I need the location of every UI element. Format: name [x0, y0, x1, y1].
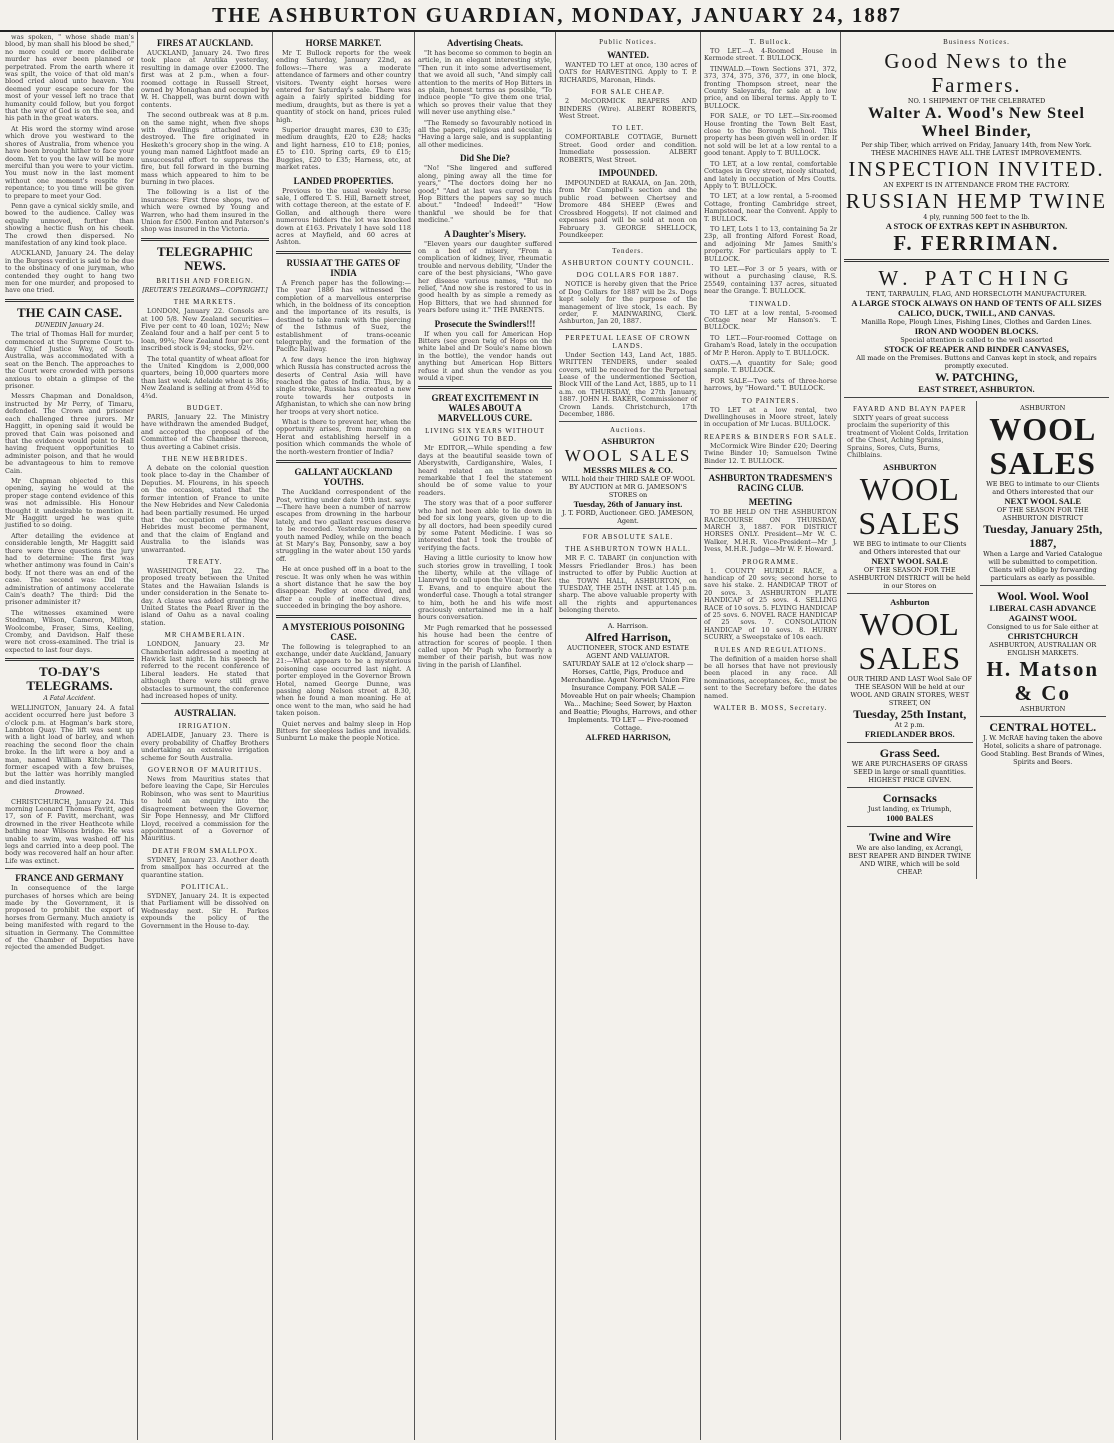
- town-hall-heading: THE ASHBURTON TOWN HALL.: [565, 545, 691, 554]
- patching-title: W. PATCHING: [878, 266, 1075, 290]
- wool-wool-wool: Wool. Wool. Wool: [996, 589, 1089, 603]
- auctions-heading: Auctions.: [609, 426, 647, 435]
- lower-right-split: [844, 401, 1109, 879]
- column-5: Public Notices. WANTED. WANTED TO LET at once, 130 acres of OATS for HARVESTING. Apply to T. P. RICHARDS, Maronan, Hinds. FOR SALE CHEAP. 2 McCORMICK REAPERS AND BINDERS (Wire). ALBERT ROBERTS, West Street. TO LET. COMFORTABLE COTTAGE, Burnett Street. Good order and condition. Immediate possession. ALBERT ROBERTS, West Street. IMPOUNDED. IMPOUNDED at RAKAIA, on Jan. 20th, from Mr Campbell's section and the public road between Chertsey and Dromore 484 SHEEP (Ewes and Crossbred Hoggets). If not claimed and expenses paid will be sold at noon on February 3. GEORGE SHELLOCK, Poundkeeper. Tenders. ASHBURTON COUNTY COUNCIL. DOG COLLARS FOR 1887. NOTICE is hereby given that the Price of Dog Collars for 1887 will be 2s. Dogs kept solely for the purpose of the management of live stock, 1s each. By order, F. MAINWARING, Clerk. Ashburton, Jan 20, 1887. PERPETUAL LEASE OF CROWN LANDS. Under Section 143, Land Act, 1885. WRITTEN TENDERS, under sealed covers, will be received for the Perpetual Lease of the undermentioned Section, Block VIII of the Land Act, 1885, up to 11 a.m. on THURSDAY, the 27th January, 1887. JOHN H. BAKER, Commissioner of Crown Lands. Christchurch, 17th December, 1886. Auctions. ASHBURTON WOOL SALES MESSRS MILES & CO. WILL hold their THIRD SALE OF WOOL BY AUCTION at MR G. JAMESON'S STORES on Tuesday, 26th of January inst. J. T. FORD, Auctioneer. GEO. JAMESON, Agent. FOR ABSOLUTE SALE. THE ASHBURTON TOWN HALL. MR F. C. TABART (in conjunction with Messrs Friedlander Bros.) has been instructed to offer by Public Auction at the TOWN HALL, ASHBURTON, on TUESDAY, THE 25TH INST. at 1.45 p.m. sharp. The above valuable property with all the rights and appurtenances belonging thereto. A. Harrison. Alfred Harrison, AUCTIONEER, STOCK AND ESTATE AGENT AND VALUATOR. SATURDAY SALE at 12 o'clock sharp — Horses, Cattle, Pigs, Produce and Merchandise. Agent Norwich Union Fire Insurance Company. FOR SALE — Moveable Hut on pair wheels; Champion Wa... Machine; Seed Sower, by Haxton and Beattie; Ploughs, Harrows, and other Implements. TO LET — Five-roomed Cottage. ALFRED HARRISON,: [556, 32, 701, 1440]
- ashburton-label-1: ASHBURTON: [883, 462, 937, 473]
- budget-heading: BUDGET.: [186, 404, 224, 413]
- friedlander-1: FRIEDLANDER BROS.: [864, 729, 955, 740]
- harrison-line: AUCTIONEER, STOCK AND ESTATE AGENT AND VALUATOR.: [567, 643, 689, 660]
- column-4: Advertising Cheats. "It has become so common to begin an article, in an elegant interesting style, "Then run it into some advertisement, that we avoid all such, "And simply call attention to the merits of Hop Bitters in as plain, honest terms as possible, "To induce people "To give them one trial, which so proves their value that they will never use anything else." "The Remedy so favourably noticed in all the papers, religious and secular, is "Having a large sale, and is supplanting all other medicines. Did She Die? "No! "She lingered and suffered along, pining away all the time for years," "The doctors doing her no good;" "And at last was cured by this Hop Bitters the papers say so much about." "Indeed! Indeed!" "How thankful we should be for that medicine." A Daughter's Misery. "Eleven years our daughter suffered on a bed of misery, "From a complication of kidney, liver, rheumatic trouble and nervous debility, "Under the care of the best physicians, "Who gave her disease various names, "But no relief, "And now she is restored to us in good health by as simple a remedy as Hop Bitters, that we had shunned for years before using it." THE PARENTS. Prosecute the Swindlers!!! If when you call for American Hop Bitters (see green twig of Hops on the white label and Dr Soule's name blown in the bottle), the vendor hands out anything but American Hop Bitters refuse it and shun the vendor as you would a viper. GREAT EXCITEMENT IN WALES ABOUT A MARVELLOUS CURE. LIVING SIX YEARS WITHOUT GOING TO BED. Mr EDITOR,—While spending a few days at the beautiful seaside town of Aberystwith, Cardiganshire, Wales, I heard related an instance so remarkable that I feel the statement should be of some value to your readers. The story was that of a poor sufferer who had not been able to lie down in bed for six long years, given up to die by all doctors, had been speedily cured by some Patent Medicine. I was so interested that I took the trouble of verifying the facts. Having a little curiosity to know how such stories grow in travelling, I took the liberty, while at the village of Llanrwyd to call upon the Vicar, the Rev. T. Evans, and to enquire about the wonderful case. Though a total stranger to him, both he and his wife most graciously entertained me in a half hours conversation. Mr Pugh remarked that he possessed his house had been the centre of attraction for scores of people. I then called upon Mr Pugh who formerly a member of their parish, but was now living in the parish of Llanfihel.: [415, 32, 556, 1440]
- column-1: was spoken, " whose shade man's blood, by man shall his blood be shed," no more could or more deliberate murder has ever been planned or perpetrated. From the earth where it was spilt, the voice of that old man's blood cried aloud unto heaven. You deemed your escape secure for the most of your vessel left no trace that humanity could follow, but you forgot that the way of God is on the sea, and his path in the great waters. At His word the stormy wind arose which drove you westward to the shores of Australia, from whence you have been brought hither to face your doom. Yet to you the law will be more merciful than you were to your victim. You must now in the last moment without one moment's respite for repentance; to you time will be given to prepare to meet your God. Penn gave a cynical sickly smile, and bowed to the audience. Calley was equally unmoved, further than showing a hectic flush on his cheek. The crowd then dispersed. No manifestation of any kind took place. AUCKLAND, January 24. The delay in the Burgess verdict is said to be due to the obstinacy of one juryman, who contended they ought to hang two men for one murder, and proposed to have one tried. THE CAIN CASE. DUNEDIN January 24. The trial of Thomas Hall for murder, commenced at the Supreme Court to-day Chief Justice Way, of South Australia, was accommodated with a seat on the Bench. The approaches to the Court were crowded with persons anxious to obtain a glimpse of the prisoner. Messrs Chapman and Donaldson, instructed by Mr Perry, of Timaru, defended. The Crown and prisoner each challenged three jurors. Mr Haggitt, in opening said it would be proved that Cain was poisoned and that the evidence would point to Hall having frequent opportunities to administer poison, and that he would be advantageous to him to remove Cain. Mr Chapman objected to this opening, saying he would at the proper stage contend evidence of this was not admissible. His Honour thought it undesirable to mention it. Mr Haggitt urged he was quite justified to so doing. After detailing the evidence at considerable length, Mr Haggitt said there were three questions the jury had to determine: The first was whether antimony was found in Cain's body. If not there was an end of the case. The second was: Did the administration of antimony accelerate Cain's death? The third: Did the prisoner administer it? The witnesses examined were Stedman, Wilson, Cameron, Milton, Woolcombe, Fraser, Sims, Keeling, Cromby, and Davidson. Half these were not cross-examined. The trial is expected to last four days. TO-DAY'S TELEGRAMS. A Fatal Accident. WELLINGTON, January 24. A fatal accident occurred here just before 3 o'clock p.m. at Hagman's bark store, Lambton Quay. The lift was sent up with a light load of barley, and when reaching the second floor the chain broke. In the lift were a boy and a man, named William Kitchen. The former escaped with a few bruises, but the latter was horribly mangled and died instantly. Drowned. CHRISTCHURCH, January 24. This morning Leonard Thomas Pavitt, aged 17, son of F. Pavitt, merchant, was drowned in the river Heathcote while bathing near Wilsons bridge. He was unable to swim, was washed off his legs and carried into a deep pool. The body was recovered half an hour after. Life was extinct. FRANCE AND GERMANY In consequence of the large purchases of horses which are being made by the Government, it is proposed to prohibit the export of horses from Germany. Much anxiety is being manifested with regard to the situation in Germany. The Committee of the Chamber of Deputies have rejected the amended Budget.: [2, 32, 138, 1440]
- liberal-advance: LIBERAL CASH ADVANCE: [989, 603, 1097, 613]
- reapers-heading: REAPERS & BINDERS FOR SALE.: [704, 432, 837, 441]
- wool-sales-town: ASHBURTON: [601, 436, 655, 447]
- political-heading: POLITICAL.: [181, 882, 229, 891]
- wool-sales-big-1: WOOL SALES: [858, 471, 962, 542]
- wool-sales-firm: MESSRS MILES & CO.: [583, 465, 673, 476]
- column-7: [841, 32, 1112, 1440]
- expert-line: AN EXPERT IS IN ATTENDANCE FROM THE FACTORY.: [883, 181, 1070, 189]
- russia-india-heading: RUSSIA AT THE GATES OF INDIA: [286, 257, 401, 278]
- harrison-name: Alfred Harrison,: [585, 629, 671, 644]
- meeting-heading: MEETING: [748, 497, 793, 508]
- cornsacks: Cornsacks: [882, 791, 937, 806]
- impounded-heading: IMPOUNDED.: [598, 168, 658, 179]
- racing-club-heading: ASHBURTON TRADESMEN'S RACING CLUB.: [708, 473, 833, 494]
- ply-line: 4 ply, running 500 feet to the lb.: [923, 213, 1030, 221]
- wool-sales-date: Tuesday, 26th of January inst.: [573, 499, 683, 510]
- wanted-heading: WANTED.: [607, 50, 649, 60]
- painters-heading: TO PAINTERS.: [741, 396, 800, 405]
- prosecute-heading: Prosecute the Swindlers!!!: [434, 318, 536, 329]
- patching-street: EAST STREET, ASHBURTON.: [918, 384, 1035, 394]
- ferriman-name: F. FERRIMAN.: [893, 231, 1060, 255]
- twine-wire: Twine and Wire: [868, 830, 951, 845]
- tenders-heading: Tenders.: [612, 247, 644, 256]
- column-6: T. Bullock. TO LET.—A 4-Roomed House in Kermode street. T. BULLOCK. TINWALD.—Town Sections 371, 372, 373, 374, 375, 376, 377, in one block, fronting Thompson street, near the County Saleyards, for sale at a low price, and on liberal terms. Apply to T. BULLOCK. FOR SALE, or TO LET.—Six-roomed House fronting the Town Belt East, close to the Borough School. This property has been given well in order. If not sold will be let at a low rental to a good tenant. Apply to T. BULLOCK. TO LET, at a low rental, comfortable Cottages in Grey street, nicely situated, and lately in occupation of Mrs Coutts. Apply to T. BULLOCK. TO LET, at a low rental, a 5-roomed Cottage, fronting Cambridge street, Hampstead, near the Convent. Apply to T. BULLOCK. TO LET, Lots 1 to 13, containing 5a 2r 23p, all fronting Alford Forest Road, and adjoining Mr James Smith's property. For particulars apply to T. BULLOCK. TO LET.—For 3 or 5 years, with or without a purchasing clause, R.S. 25549, containing 137 acres, situated near the Grange. T. BULLOCK. TINWALD. TO LET at a low rental, 5-roomed Cottage near Mr Hanson's. T. BULLOCK. TO LET.—Four-roomed Cottage on Graham's Road, lately in the occupation of Mr P. Heron. Apply to T. BULLOCK. OATS.—A quantity for Sale; good sample. T. BULLOCK. FOR SALE—Two sets of three-horse harrows, by "Howard." T. BULLOCK. TO PAINTERS. TO LET at a low rental, two Dwellinghouses in Moore street, lately in occupation of Mr Lucas. BULLOCK. REAPERS & BINDERS FOR SALE. McCormick Wire Binder £20; Deering Twine Binder 10; Samuelson Twine Binder 12. T. BULLOCK. ASHBURTON TRADESMEN'S RACING CLUB. MEETING TO BE HELD ON THE ASHBURTON RACECOURSE ON THURSDAY, MARCH 3, 1887. FOR DISTRICT HORSES ONLY. President—Mr W. C. Walker, M.H.R. Vice-President—Mr J. Ivess, M.H.R. Judge—Mr W. F. Howard. PROGRAMME. 1. COUNTY HURDLE RACE, a handicap of 20 sovs; second horse to save his stake. 2. HANDICAP TROT of 20 sovs. 3. ASHBURTON PLATE HANDICAP of 25 sovs. 4. SELLING RACE of 10 sovs. 5. FLYING HANDICAP of 25 sovs. 6. NOVEL RACE HANDICAP of 25 sovs. 7. CONSOLATION HANDICAP of 10 sovs. 8. HURRY SCURRY, a Sweepstake of 10s each. RULES AND REGULATIONS. The definition of a maiden horse shall be all horses that have not previously been placed in any race. All nominations, acceptances, &c., must be sent to the Secretary before the dates named. WALTER B. MOSS, Secretary.: [701, 32, 841, 1440]
- ashburton-label-2: Ashburton: [890, 597, 930, 608]
- stock-line: A LARGE STOCK ALWAYS ON HAND OF TENTS OF ALL SIZES CALICO, DUCK, TWILL, AND CANVAS.: [851, 298, 1102, 318]
- tinwald-heading: TINWALD.: [749, 299, 792, 308]
- patching-ad: W. PATCHING TENT, TARPAULIN, FLAG, AND HORSECLOTH MANUFACTURER. A LARGE STOCK ALWAYS ON HAND OF TENTS OF ALL SIZES CALICO, DUCK, TWILL, AND CANVAS. Manilla Rope, Plough Lines, Fishing Lines, Clothes and Garden Lines. IRON AND WOODEN BLOCKS. Special attention is called to the well assorted STOCK OF REAPER AND BINDER CANVASES, All made on the Premises. Buttons and Canvas kept in stock, and repairs promptly executed. W. PATCHING, EAST STREET, ASHBURTON.: [844, 266, 1109, 394]
- six-years-heading: LIVING SIX YEARS WITHOUT GOING TO BED.: [425, 427, 545, 444]
- fires-auckland-heading: FIRES AT AUCKLAND.: [157, 38, 253, 48]
- wales-heading: GREAT EXCITEMENT IN WALES ABOUT A MARVELLOUS CURE.: [431, 393, 539, 424]
- absolute-sale-heading: FOR ABSOLUTE SALE.: [582, 533, 674, 542]
- landed-properties-heading: LANDED PROPERTIES.: [293, 175, 394, 186]
- lower-left-half: FAYARD AND BLAYN PAPER SIXTY years of great success proclaim the superiority of this treatment of Violent Colds, Irritation of the Chest, Aching Sprains, Sprains, Sores, Cuts, Burns, Chilblains. ASHBURTON WOOL SALES WE BEG to intimate to our Clients and Others interested that our NEXT WOOL SALE OF THE SEASON FOR THE ASHBURTON DISTRICT will be held in our Stores on Ashburton WOOL SALES OUR THIRD AND LAST Wool Sale OF THE SEASON Will be held at our WOOL AND GRAIN STORES, WEST STREET, ON Tuesday, 25th Instant, At 2 p.m. FRIEDLANDER BROS. Grass Seed. WE ARE PURCHASERS OF GRASS SEED in large or small quantities. HIGHEST PRICE GIVEN. Cornsacks Just landing, ex Triumph, 1000 BALES Twine and Wire We are also landing, ex Acrangi, BEST REAPER AND BINDER TWINE AND WIRE, which will be sold CHEAP.: [844, 401, 977, 879]
- irrigation-heading: IRRIGATION.: [178, 722, 232, 731]
- christchurch: CHRISTCHURCH: [1007, 631, 1078, 641]
- treaty-heading: TREATY.: [187, 557, 223, 566]
- matson-name: H. Matson & Co: [986, 657, 1099, 705]
- for-sale-cheap-heading: FOR SALE CHEAP.: [591, 88, 665, 97]
- bales-line: 1000 BALES: [886, 813, 934, 824]
- reaper-stock-line: STOCK OF REAPER AND BINDER CANVASES,: [884, 344, 1069, 354]
- cain-dateline: DUNEDIN January 24.: [35, 321, 104, 329]
- grass-seed: Grass Seed.: [879, 746, 940, 761]
- good-news-heading: Good News to the Farmers.: [884, 49, 1069, 97]
- todays-telegrams-heading: TO-DAY'S TELEGRAMS.: [26, 664, 113, 694]
- hemp-twine-title: RUSSIAN HEMP TWINE: [845, 189, 1108, 213]
- daughters-misery-heading: A Daughter's Misery.: [444, 228, 526, 239]
- harrison-label: A. Harrison.: [607, 621, 649, 630]
- newspaper-title: THE ASHBURTON GUARDIAN, MONDAY, JANUARY 24, 1887: [212, 2, 902, 27]
- telegraphic-news-heading: TELEGRAPHIC NEWS.: [156, 243, 254, 273]
- column-3: HORSE MARKET. Mr T. Bullock reports for the week ending Saturday, January 22nd, as follows:—There was a moderate attendance of farmers and other country visitors. Twenty eight horses were entered for Saturday's sale. There was again a fairly spirited bidding for medium, draughts, but as there is yet a quantity of stock on hand, prices ruled high. Superior draught mares, £30 to £35; medium draughts, £20 to £28; hacks and light harness, £10 to £18; ponies, £5 to £10. Spring carts, £9 to £15; Buggies, £20 to £35; Harness, etc, at market rates. LANDED PROPERTIES. Previous to the usual weekly horse sale, I offered T. S. Hill, Barnett street, with cottage thereon, at the estate of F. Gollan, and although there were numerous bidders the lot was knocked down at £163. Privately I have sold 118 acres at Mayfield, and 60 acres at Ashton. RUSSIA AT THE GATES OF INDIA A French paper has the following:—The year 1886 has witnessed the completion of a marvellous enterprise which, in the boldness of its conception and the importance of its results, is destined to take rank with the piercing of the Isthmus of Suez, the establishment of trans-oceanic telegraphy, and the formation of the Pacific Railway. A few days hence the iron highway which Russia has constructed across the deserts of Central Asia will have reached the gates of India. Thus, by a single stroke, Russia has created a new route towards her outposts in Afghanistan, to which she can now bring her troops at very short notice. What is there to prevent her, when the opportunity arises, from marching on Herat and establishing herself in a position which commands the whole of the north-western frontier of India? GALLANT AUCKLAND YOUTHS. The Auckland correspondent of the Post, writing under date 19th inst. says:—There have been a number of narrow escapes from drowning in the harbour lately, and two gallant rescues deserve to be recorded. Yesterday morning a youth named Pedley, while on the beach at St Mary's Bay, Ponsonby, saw a boy struggling in the water about 150 yards off. He at once pushed off in a boat to the rescue. It was only when he was within a short distance that he saw the boy disappear. Pedley at once dived, and after a couple of ineffectual dives, succeeded in bringing the boy ashore. A MYSTERIOUS POISONING CASE. The following is telegraphed to an exchange, under date Auckland, January 21:—What appears to be a mysterious poisoning case occurred last night. A porter employed in the Governor Brown Hotel, named George Dunne, was passing along Nelson street at 8.30, when he found a man moaning. He at once went to the man, who said he had taken poison. Quiet nerves and balmy sleep in Hop Bitters for sleepless ladies and invalids. Sunburnt Lo make the people Notice.: [273, 32, 415, 1440]
- wood-binder-title: Walter A. Wood's New Steel Wheel Binder,: [868, 105, 1085, 140]
- fatal-accident-subheading: A Fatal Accident.: [43, 695, 96, 703]
- against-wool: AGAINST WOOL: [1008, 613, 1077, 623]
- wool-sales-big-2: WOOL SALES: [858, 606, 962, 677]
- wool-sales-ad: ASHBURTON WOOL SALES MESSRS MILES & CO. WILL hold their THIRD SALE OF WOOL BY AUCTION at MR G. JAMESON'S STORES on Tuesday, 26th of January inst. J. T. FORD, Auctioneer. GEO. JAMESON, Agent.: [559, 436, 697, 525]
- masthead: [0, 0, 1114, 32]
- france-germany-heading: FRANCE AND GERMANY: [15, 873, 124, 884]
- secretary-signature: WALTER B. MOSS, Secretary.: [713, 704, 828, 713]
- business-notices-heading: Business Notices.: [943, 38, 1010, 46]
- county-council-heading: ASHBURTON COUNTY COUNCIL.: [561, 259, 695, 268]
- machines-line: THESE MACHINES HAVE ALL THE LATEST IMPROVEMENTS.: [871, 149, 1082, 157]
- advertising-cheats-heading: Advertising Cheats.: [447, 38, 523, 48]
- tuesday-date: Tuesday, January 25th, 1887,: [983, 522, 1103, 550]
- drowned-subheading: Drowned.: [54, 789, 85, 797]
- british-foreign-heading: BRITISH AND FOREIGN.: [156, 276, 254, 285]
- dog-collars-heading: DOG COLLARS FOR 1887.: [576, 271, 680, 280]
- rules-heading: RULES AND REGULATIONS.: [714, 645, 827, 654]
- wool-sales-title: WOOL SALES: [564, 446, 692, 466]
- cain-case-heading: THE CAIN CASE.: [16, 304, 123, 320]
- lower-right-half: ASHBURTON WOOL SALES WE BEG to intimate to our Clients and Others interested that our NEXT WOOL SALE OF THE SEASON FOR THE ASHBURTON DISTRICT Tuesday, January 25th, 1887, When a Large and Varied Catalogue will be submitted to competition. Clients will oblige by forwarding particulars as early as possible. Wool. Wool. Wool LIBERAL CASH ADVANCE AGAINST WOOL Consigned to us for Sale either at CHRISTCHURCH ASHBURTON, AUSTRALIAN OR ENGLISH MARKETS. H. Matson & Co ASHBURTON CENTRAL HOTEL. J. W. McRAE having taken the above Hotel, solicits a share of patronage. Good Stabling. Best Brands of Wines, Spirits and Beers.: [980, 404, 1105, 766]
- gallant-youths-heading: GALLANT AUCKLAND YOUTHS.: [294, 467, 393, 488]
- markets-heading: THE MARKETS.: [173, 298, 237, 307]
- bullock-heading: T. Bullock.: [749, 38, 792, 46]
- iron-blocks-line: IRON AND WOODEN BLOCKS.: [914, 326, 1039, 336]
- public-notices-heading: Public Notices.: [599, 38, 657, 46]
- to-let-heading: TO LET.: [611, 124, 644, 133]
- next-wool-sale: NEXT WOOL SALE: [871, 556, 949, 567]
- column-2: FIRES AT AUCKLAND. AUCKLAND, January 24. Two fires took place at Aratika yesterday, resulting in damage over £2000. The first was at 2 p.m., when a four-roomed cottage in Russell Street, owned by Monaghan and occupied by W. H. Chappell, was burnt down with contents. The second outbreak was at 8 p.m. on the same night, when five shops with dwellings attached were destroyed. The fire originated in Hesketh's grocery shop in the wing. A young man named Lightfoot made an unsuccessful effort to suppress the fire, but fell forward in the burning mass which appeared to him to be burning in two places. The following is a list of the insurances: First three shops, two of which were owned by Young and Warren, who had them insured in the Union for £500. Fenton and Paterson's shop was insured in the Victoria. TELEGRAPHIC NEWS. BRITISH AND FOREIGN. [REUTER'S TELEGRAMS—COPYRIGHT.] THE MARKETS. LONDON, January 22. Consols are at 100 5/8. New Zealand securities—Five per cent to 40 loan, 102½; New Zealand four and a half per cent 5 to loan, 99¾; New Zealand four per cent inscribed stock is 94; stocks, 92½. The total quantity of wheat afloat for the United Kingdom is 2,000,000 quarters, being 10,000 quarters more than last week. Adelaide wheat is 36s; New Zealand is selling at from 4½d to 4¾d. BUDGET. PARIS, January 22. The Ministry have withdrawn the amended Budget, and accepted the proposal of the Committee of the Chamber thereon, thus averting a Cabinet crisis. THE NEW HEBRIDES. A debate on the colonial question took place to-day in the Chamber of Deputies. M. Flourens, in his speech on the occasion, stated that the former intention of France to unite the New Hebrides and New Caledonia had been partially resumed. He urged that the occupation of the New Hebrides must become permanent, and that the claim of England and Australia to the islands was unwarranted. TREATY. WASHINGTON, Jan 22. The proposed treaty between the United States and the Hawaiian Islands is under consideration in the Senate to-day. A clause was added granting the United States the Pearl River in the island of Oahu as a naval coaling station. MR CHAMBERLAIN. LONDON, January 23. Mr Chamberlain addressed a meeting at Hawick last night. In his speech he referred to the recent conference of Liberal leaders. He stated that although there were still grave obstacles to surmount, the conference had increased hopes of unity. AUSTRALIAN. IRRIGATION. ADELAIDE, January 23. There is every probability of Chaffey Brothers undertaking an extensive irrigation scheme for South Australia. GOVERNOR OF MAURITIUS. News from Mauritius states that before leaving the Cape, Sir Hercules Robinson, who was sent to Mauritius to hold an enquiry into the disagreement between the Governor, Sir Pope Hennessy, and Mr Clifford Lloyd, received a commission for the appointment of a Governor of Mauritius. DEATH FROM SMALLPOX. SYDNEY, January 23. Another death from smallpox has occurred at the quarantine station. POLITICAL. SYDNEY, January 24. It is expected that Parliament will be dissolved on Wednesday next. Sir H. Parkes expounds the policy of the Government in the House to-day.: [138, 32, 273, 1440]
- inspection-invited: INSPECTION INVITED.: [848, 157, 1105, 181]
- programme-heading: PROGRAMME.: [742, 557, 799, 566]
- smallpox-heading: DEATH FROM SMALLPOX.: [152, 846, 258, 855]
- harrison-ad: A. Harrison. Alfred Harrison, AUCTIONEER, STOCK AND ESTATE AGENT AND VALUATOR. SATURDAY SALE at 12 o'clock sharp — Horses, Cattle, Pigs, Produce and Merchandise. Agent Norwich Union Fire Insurance Company. FOR SALE — Moveable Hut on pair wheels; Champion Wa... Machine; Seed Sower, by Haxton and Beattie; Ploughs, Harrows, and other Implements. TO LET — Five-roomed Cottage. ALFRED HARRISON,: [559, 621, 697, 742]
- central-hotel: CENTRAL HOTEL.: [989, 720, 1097, 734]
- australian-heading: AUSTRALIAN.: [174, 708, 236, 719]
- fayard-heading: FAYARD AND BLAYN PAPER: [853, 405, 967, 413]
- poisoning-case-heading: A MYSTERIOUS POISONING CASE.: [282, 621, 405, 642]
- new-hebrides-heading: THE NEW HEBRIDES.: [162, 455, 248, 464]
- patching-signature: W. PATCHING,: [935, 370, 1018, 384]
- did-she-die-heading: Did She Die?: [459, 153, 510, 164]
- wood-binder-ad: Good News to the Farmers. NO. 1 SHIPMENT OF THE CELEBRATED Walter A. Wood's New Steel Wheel Binder, Per ship Tiber, which arrived on Friday, January 14th, from New York. THESE MACHINES HAVE ALL THE LATEST IMPROVEMENTS. INSPECTION INVITED. AN EXPERT IS IN ATTENDANCE FROM THE FACTORY. RUSSIAN HEMP TWINE 4 ply, running 500 feet to the lb. A STOCK OF EXTRAS KEPT IN ASHBURTON. F. FERRIMAN.: [845, 49, 1108, 255]
- harrison-signature: ALFRED HARRISON,: [585, 731, 671, 742]
- governor-heading: GOVERNOR OF MAURITIUS.: [148, 766, 262, 775]
- tent-line: TENT, TARPAULIN, FLAG, AND HORSECLOTH MANUFACTURER.: [866, 290, 1087, 298]
- perpetual-lease-heading: PERPETUAL LEASE OF CROWN LANDS.: [565, 333, 691, 350]
- extras-line: A STOCK OF EXTRAS KEPT IN ASHBURTON.: [885, 221, 1068, 231]
- chamberlain-heading: MR CHAMBERLAIN.: [164, 631, 246, 640]
- horse-market-heading: HORSE MARKET.: [305, 38, 382, 48]
